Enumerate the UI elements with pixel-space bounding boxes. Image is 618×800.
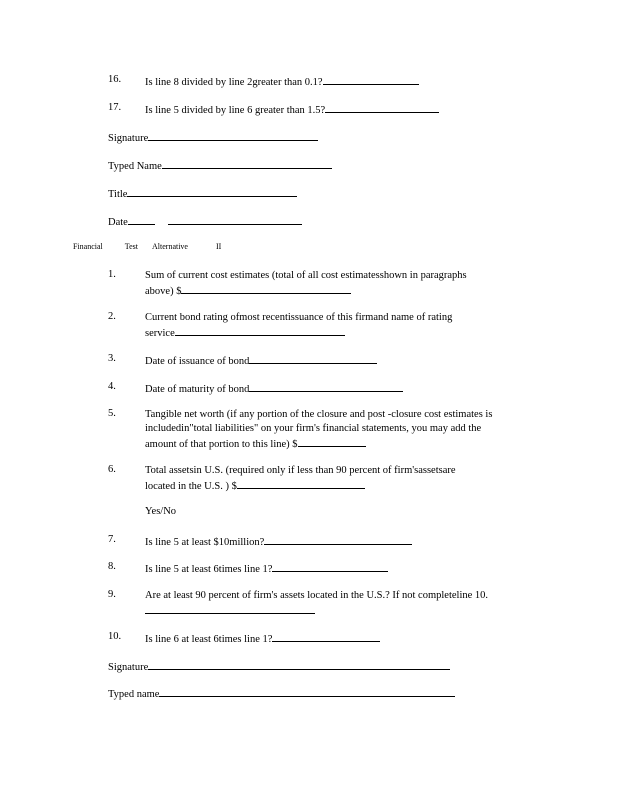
item-16-text: Is line 8 divided by line 2greater than 0.1? bbox=[145, 77, 323, 88]
item-17-answer-line[interactable] bbox=[325, 102, 439, 113]
item-2-number: 2. bbox=[108, 311, 116, 322]
item-5-line-2: includedin"total liabilities" on your firm's financial statements, you may add the bbox=[145, 423, 482, 434]
bottom-signature-line[interactable] bbox=[148, 659, 450, 670]
item-1-answer-line[interactable] bbox=[181, 283, 351, 294]
yes-no-label: Yes/No bbox=[145, 506, 177, 517]
item-10-number: 10. bbox=[108, 631, 122, 642]
heading-word-ii: II bbox=[215, 242, 222, 251]
item-5-line-1: Tangible net worth (if any portion of the closure and post -closure cost estimates is bbox=[145, 409, 493, 420]
item-16-number: 16. bbox=[108, 74, 122, 85]
top-date-label: Date bbox=[108, 217, 128, 228]
item-17-question bbox=[145, 102, 439, 116]
item-5-line-3-row bbox=[145, 436, 545, 452]
item-17-text: Is line 5 divided by line 6 greater than 1.5? bbox=[145, 105, 326, 116]
item-5-answer-line[interactable] bbox=[298, 436, 366, 447]
item-16-question bbox=[145, 74, 419, 88]
item-6-line-1: Total assetsin U.S. (required only if less than 90 percent of firm'sassetsare bbox=[145, 465, 456, 476]
item-1-number: 1. bbox=[108, 269, 116, 280]
item-1-line-2-row bbox=[145, 283, 545, 299]
item-10-answer-line[interactable] bbox=[272, 631, 380, 642]
item-3-text: Date of issuance of bond bbox=[145, 356, 250, 367]
item-4-answer-line[interactable] bbox=[249, 381, 403, 392]
item-5-question bbox=[145, 408, 545, 452]
item-4-number: 4. bbox=[108, 381, 116, 392]
top-typed-name-line[interactable] bbox=[162, 158, 332, 169]
top-title-row bbox=[108, 186, 297, 200]
item-4-question bbox=[145, 381, 403, 395]
item-1-line-1: Sum of current cost estimates (total of all cost estimatesshown in paragraphs bbox=[145, 270, 467, 281]
item-9-answer-line[interactable] bbox=[145, 603, 315, 614]
item-2-question bbox=[145, 311, 545, 341]
heading-word-financial: Financial bbox=[73, 242, 103, 251]
top-typed-name-label: Typed Name bbox=[108, 161, 162, 172]
item-7-question bbox=[145, 534, 412, 548]
item-3-answer-line[interactable] bbox=[249, 353, 377, 364]
item-8-question bbox=[145, 561, 388, 575]
section-heading bbox=[73, 242, 221, 251]
item-9-line-2-row bbox=[145, 603, 545, 619]
item-8-number: 8. bbox=[108, 561, 116, 572]
top-date-row bbox=[108, 214, 302, 228]
bottom-signature-row bbox=[108, 659, 450, 673]
item-8-answer-line[interactable] bbox=[272, 561, 388, 572]
item-3-number: 3. bbox=[108, 353, 116, 364]
item-9-question bbox=[145, 589, 545, 619]
item-1-line-2: above) $ bbox=[145, 286, 182, 297]
item-10-text: Is line 6 at least 6times line 1? bbox=[145, 634, 273, 645]
item-2-line-1: Current bond rating ofmost recentissuance of this firmand name of rating bbox=[145, 312, 453, 323]
item-6-answer-line[interactable] bbox=[237, 478, 365, 489]
top-signature-row bbox=[108, 130, 318, 144]
item-7-number: 7. bbox=[108, 534, 116, 545]
item-6-number: 6. bbox=[108, 464, 116, 475]
top-signature-label: Signature bbox=[108, 133, 149, 144]
item-5-number: 5. bbox=[108, 408, 116, 419]
item-8-text: Is line 5 at least 6times line 1? bbox=[145, 564, 273, 575]
bottom-typed-name-label: Typed name bbox=[108, 689, 160, 700]
item-6-line-2: located in the U.S. ) $ bbox=[145, 481, 237, 492]
item-10-question bbox=[145, 631, 380, 645]
top-date-line-long[interactable] bbox=[168, 214, 302, 225]
item-9-line-1: Are at least 90 percent of firm's assets located in the U.S.? If not completeline 10. bbox=[145, 590, 489, 601]
top-signature-line[interactable] bbox=[148, 130, 318, 141]
heading-word-alternative: Alternative bbox=[152, 242, 188, 251]
heading-word-test: Test bbox=[124, 242, 138, 251]
item-3-question bbox=[145, 353, 377, 367]
item-7-answer-line[interactable] bbox=[264, 534, 412, 545]
top-title-line[interactable] bbox=[127, 186, 297, 197]
top-title-label: Title bbox=[108, 189, 128, 200]
item-17-number: 17. bbox=[108, 102, 122, 113]
item-2-line-2-row bbox=[145, 325, 545, 341]
item-2-answer-line[interactable] bbox=[175, 325, 345, 336]
item-5-line-3: amount of that portion to this line) $ bbox=[145, 439, 298, 450]
item-16-answer-line[interactable] bbox=[323, 74, 419, 85]
item-6-question bbox=[145, 464, 545, 494]
item-4-text: Date of maturity of bond bbox=[145, 384, 250, 395]
top-typed-name-row bbox=[108, 158, 332, 172]
bottom-typed-name-line[interactable] bbox=[159, 686, 455, 697]
top-date-line-short[interactable] bbox=[128, 214, 155, 225]
bottom-signature-label: Signature bbox=[108, 662, 149, 673]
item-6-line-2-row bbox=[145, 478, 545, 494]
item-7-text: Is line 5 at least $10million? bbox=[145, 537, 265, 548]
item-2-line-2: service bbox=[145, 328, 175, 339]
bottom-typed-name-row bbox=[108, 686, 455, 700]
item-1-question bbox=[145, 269, 545, 299]
item-9-number: 9. bbox=[108, 589, 116, 600]
